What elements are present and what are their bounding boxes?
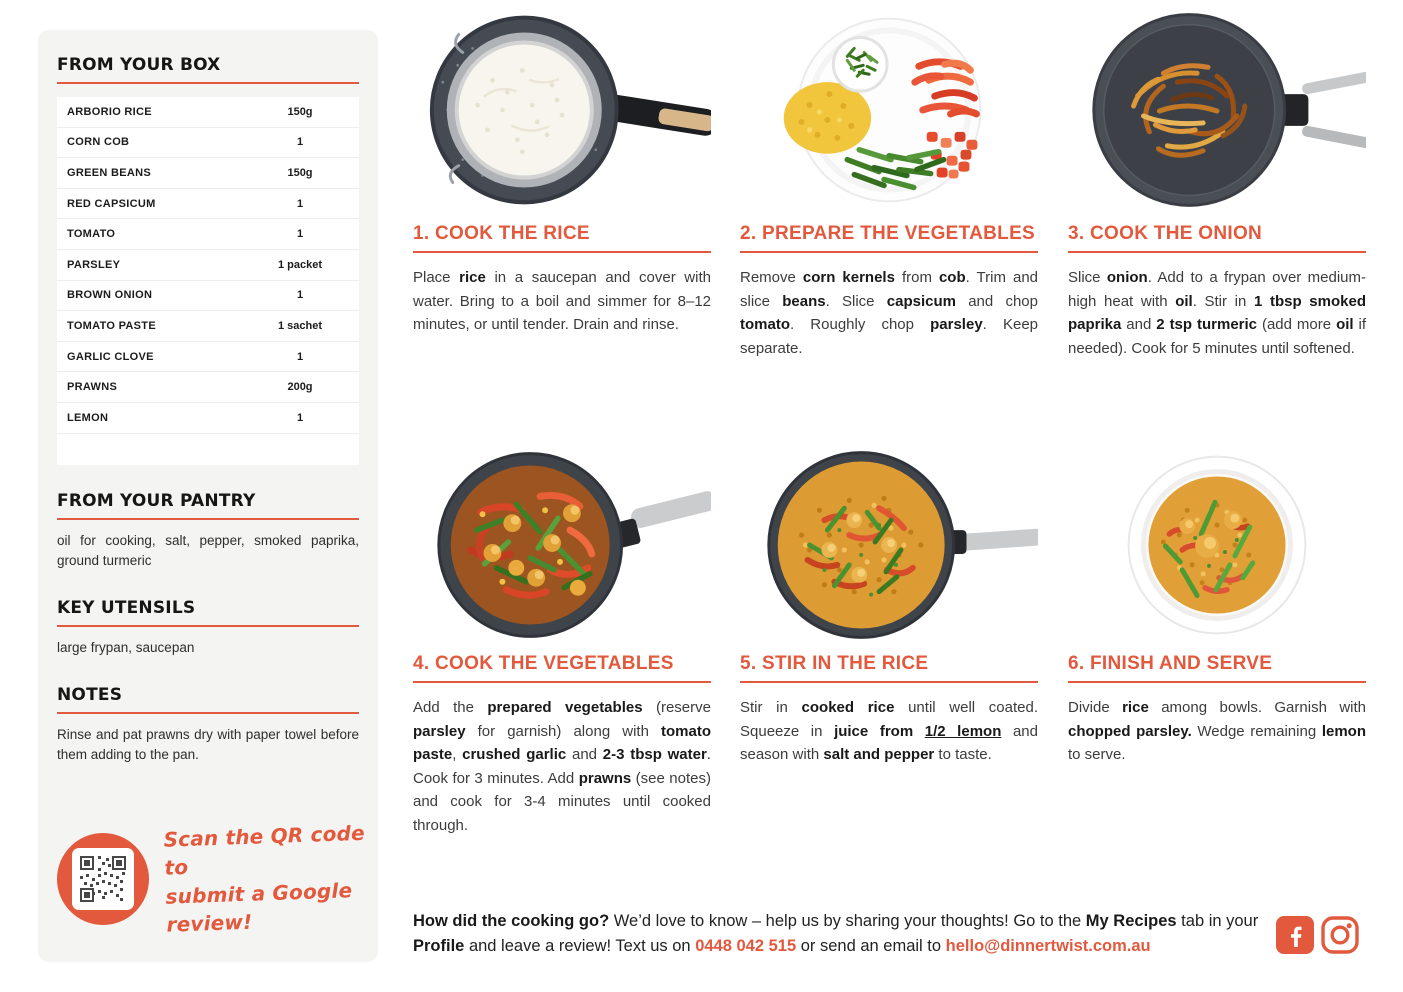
facebook-icon[interactable] [1276, 916, 1314, 959]
text-segment: . Keep separate. [740, 316, 1038, 357]
text-segment: parsley [930, 316, 983, 333]
step-instructions [740, 266, 1038, 360]
utensils-title-underline [57, 625, 359, 627]
text-segment: parsley [413, 722, 466, 740]
text-segment: 1/2 lemon [924, 722, 1002, 740]
ingredient-row [57, 403, 359, 434]
ingredient-qty: 1 [296, 289, 304, 302]
step-cell-4 [413, 450, 711, 837]
ingredient-qty: 1 [296, 411, 304, 424]
step-title-underline [413, 681, 711, 683]
text-segment: and [566, 746, 603, 763]
step-title-underline [1068, 681, 1366, 683]
ingredient-name: ARBORIO RICE [67, 105, 152, 118]
ingredient-name: PARSLEY [67, 258, 121, 271]
text-segment: Divide [1068, 699, 1123, 716]
ingredient-row [57, 342, 359, 373]
ingredient-row [57, 281, 359, 312]
text-segment: cooked rice [801, 699, 895, 716]
text-segment: corn kernels [802, 269, 895, 286]
ingredient-name: TOMATO [67, 228, 116, 241]
text-segment: Profile [413, 937, 465, 955]
step-instructions [413, 266, 711, 337]
text-segment: cob [938, 269, 966, 286]
qr-caption-line1: Scan the QR code to [163, 821, 366, 881]
text-segment: oil [1336, 316, 1354, 333]
ingredient-qty: 200g [287, 381, 313, 394]
step-title-underline [413, 251, 711, 253]
text-segment: among bowls. Garnish with [1148, 699, 1366, 716]
text-segment: chopped parsley. [1068, 722, 1192, 740]
text-segment: (see notes) and cook for 3-4 minutes until cooked through. [413, 769, 711, 834]
notes-text: Rinse and pat prawns dry with paper towel before them adding to the pan. [57, 726, 359, 762]
phone-number[interactable]: 0448 042 515 [695, 937, 797, 955]
text-segment: 2 tsp turmeric [1156, 316, 1258, 333]
paella-rice-pan-photo [740, 450, 1038, 640]
text-segment: if needed). Cook for 5 minutes until softened. [1068, 316, 1367, 357]
email-address[interactable]: hello@dinnertwist.com.au [945, 937, 1151, 955]
text-segment: 1 tbsp smoked paprika [1068, 292, 1366, 333]
text-segment: and chop [955, 292, 1038, 310]
step-cell-5 [740, 450, 1038, 767]
step-cell-2 [740, 10, 1038, 360]
text-segment: prepared vegetables [487, 699, 643, 716]
ingredient-row [57, 189, 359, 220]
qr-code-icon [72, 848, 134, 910]
ingredient-row [57, 250, 359, 281]
text-segment: 2-3 tbsp water [602, 746, 707, 763]
step-title: 3. COOK THE ONION [1068, 223, 1263, 244]
step-1-photo [413, 10, 711, 210]
text-segment: rice [459, 269, 486, 286]
step-title: 1. COOK THE RICE [413, 223, 590, 244]
utensils-text: large frypan, saucepan [57, 639, 195, 655]
step-title: 6. FINISH AND SERVE [1068, 653, 1273, 674]
text-segment: . Trim and slice [740, 269, 1039, 310]
box-title: FROM YOUR BOX [57, 55, 221, 75]
step-title: 5. STIR IN THE RICE [740, 653, 929, 674]
rice-saucepan-photo [413, 10, 711, 210]
text-segment: Wedge remaining [1191, 722, 1322, 740]
text-segment: for garnish) along with [465, 722, 661, 740]
text-segment: from [894, 269, 939, 286]
ingredient-name: PRAWNS [67, 381, 118, 394]
notes-title: NOTES [57, 684, 123, 705]
ingredient-qty: 1 [296, 136, 304, 149]
step-cell-1 [413, 10, 711, 337]
qr-caption [163, 819, 380, 940]
text-segment: , [452, 746, 463, 763]
text-segment: tomato [740, 316, 790, 333]
ingredient-qty: 150g [287, 166, 313, 179]
text-segment: capsicum [886, 292, 956, 310]
ingredient-row [57, 128, 359, 159]
step-4-photo [413, 450, 711, 640]
ingredient-row [57, 372, 359, 403]
text-segment: . Stir in [1192, 292, 1254, 310]
ingredient-name: GREEN BEANS [67, 166, 151, 179]
step-cell-3 [1068, 10, 1366, 360]
text-segment: and leave a review! Text us on [464, 937, 696, 955]
text-segment: . Cook for 3 minutes. Add [413, 746, 711, 787]
text-segment: My Recipes [1085, 912, 1177, 930]
box-title-underline [57, 82, 359, 84]
notes-title-underline [57, 712, 359, 714]
text-segment: or send an email to [796, 937, 946, 955]
text-segment: Add the [413, 699, 488, 716]
pantry-title-underline [57, 518, 359, 520]
sidebar [38, 30, 378, 962]
qr-circle [57, 833, 149, 925]
served-paella-bowl-photo [1068, 450, 1366, 640]
ingredient-qty: 1 [296, 228, 304, 241]
text-segment: crushed garlic [462, 746, 567, 763]
text-segment: Place [413, 269, 460, 286]
ingredient-qty: 1 [296, 197, 304, 210]
utensils-title: KEY UTENSILS [57, 597, 196, 618]
step-title: 2. PREPARE THE VEGETABLES [740, 223, 1036, 244]
ingredient-qty: 1 sachet [277, 319, 323, 332]
step-title-underline [740, 681, 1038, 683]
text-segment: Remove [740, 269, 803, 286]
text-segment: and season with [740, 722, 1038, 763]
ingredient-name: BROWN ONION [67, 289, 153, 302]
pantry-text: oil for cooking, salt, pepper, smoked paprika, ground turmeric [57, 532, 359, 568]
ingredient-name: TOMATO PASTE [67, 319, 156, 332]
step-title: 4. COOK THE VEGETABLES [413, 653, 674, 674]
text-segment: in a saucepan and cover with water. Bring to a boil and simmer for 8–12 minutes, or until tender. Drain and rinse. [413, 269, 711, 333]
ingredient-name: GARLIC CLOVE [67, 350, 154, 363]
chopped-vegetables-plate-photo [740, 10, 1038, 210]
text-segment: tab in your [1176, 912, 1259, 930]
text-segment: . Slice [825, 292, 887, 310]
ingredient-qty: 1 packet [277, 258, 323, 271]
text-segment: lemon [1321, 722, 1367, 740]
google-review-callout [57, 822, 378, 936]
step-title-underline [740, 251, 1038, 253]
step-cell-6 [1068, 450, 1366, 767]
ingredient-row [57, 158, 359, 189]
ingredient-name: CORN COB [67, 136, 130, 149]
text-segment: (reserve [642, 699, 711, 716]
text-segment: oil [1175, 292, 1193, 310]
text-segment: rice [1122, 699, 1149, 716]
text-segment: prawns [578, 769, 632, 787]
ingredient-table [57, 97, 359, 465]
ingredient-qty: 150g [287, 105, 313, 118]
ingredient-row [57, 219, 359, 250]
text-segment: salt and pepper [823, 746, 935, 763]
text-segment: to serve. [1068, 746, 1126, 763]
step-2-photo [740, 10, 1038, 210]
step-6-photo [1068, 450, 1366, 640]
text-segment: juice from [834, 722, 925, 740]
step-3-photo [1068, 10, 1366, 210]
step-instructions [1068, 266, 1366, 360]
ingredient-name: RED CAPSICUM [67, 197, 156, 210]
text-segment: How did the cooking go? [413, 912, 610, 930]
text-segment: (add more [1257, 316, 1337, 333]
instagram-icon[interactable] [1321, 916, 1359, 959]
text-segment: Slice [1068, 269, 1107, 286]
text-segment: Stir in [740, 699, 802, 716]
qr-caption-line2: submit a Google review! [165, 878, 353, 938]
footer-note [413, 909, 1263, 959]
ingredient-row [57, 311, 359, 342]
step-5-photo [740, 450, 1038, 640]
text-segment: beans [782, 292, 826, 310]
pantry-title: FROM YOUR PANTRY [57, 490, 256, 511]
text-segment: . Roughly chop [790, 316, 931, 333]
step-instructions [413, 696, 711, 837]
vegetables-prawns-pan-photo [413, 450, 711, 640]
text-segment: to taste. [934, 746, 992, 763]
text-segment: . Add to a frypan over medium-high heat with [1068, 269, 1366, 310]
text-segment: and [1121, 316, 1157, 333]
text-segment: We’d love to know – help us by sharing your thoughts! Go to the [609, 912, 1086, 930]
ingredient-row [57, 97, 359, 128]
step-title-underline [1068, 251, 1366, 253]
text-segment: tomato paste [413, 722, 711, 763]
fried-onion-pan-photo [1068, 10, 1366, 210]
text-segment: onion [1106, 269, 1148, 286]
step-instructions [740, 696, 1038, 767]
step-instructions [1068, 696, 1366, 767]
ingredient-qty: 1 [296, 350, 304, 363]
text-segment: until well coated. Squeeze in [740, 699, 1039, 740]
ingredient-name: LEMON [67, 411, 109, 424]
